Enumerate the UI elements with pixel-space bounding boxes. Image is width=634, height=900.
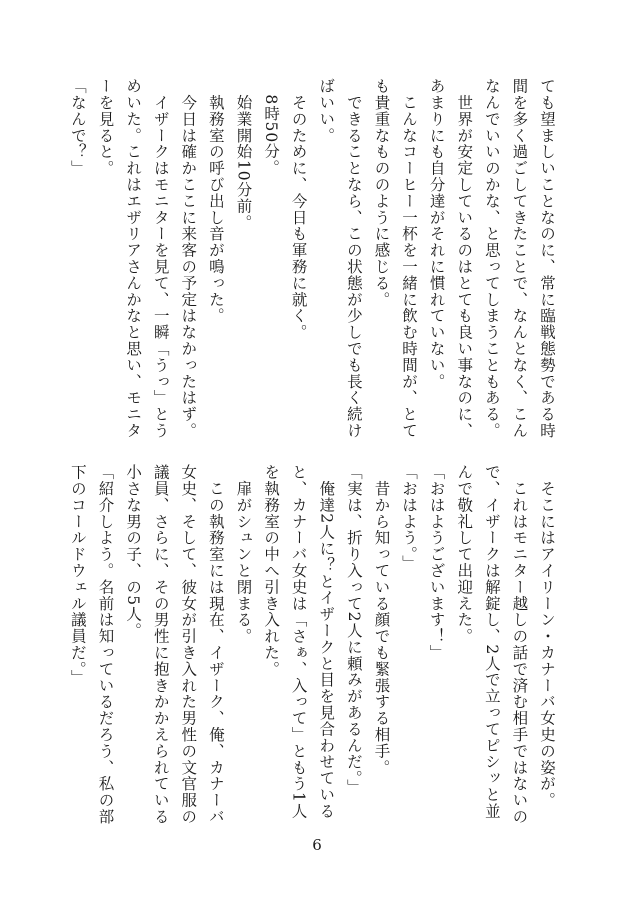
text-block-bottom [63, 464, 560, 824]
text-line: できることなら、この状態が少しでも長く続け [344, 78, 363, 439]
text-line: この執務室には現在、イザーク、俺、カナーバ [206, 464, 225, 825]
text-line: も貴重なもののように感じる。 [372, 78, 391, 308]
text-line: こんなコーヒー一杯を一緒に飲む時間が、とて [400, 78, 419, 439]
text-line: 今日は確かここに来客の予定はなかったはず。 [179, 78, 198, 439]
text-line: 世界が安定しているのはとても良い事なのに、 [455, 78, 474, 439]
text-line: 小さな男の子、の5人。 [124, 464, 143, 639]
page-number: 6 [312, 836, 322, 854]
text-line: 「おはようございます！」 [427, 464, 446, 661]
text-line: んで敬礼して出迎えた。 [455, 464, 474, 645]
text-line: 始業開始10分前。 [234, 78, 253, 231]
text-line: イザークはモニターを見て、一瞬「うっ」とう [151, 78, 170, 439]
text-line: 「実は、折り入って2人に頼みがあるんだ。」 [344, 464, 363, 796]
text-line: ても望ましいことなのに、常に臨戦態勢である時 [538, 78, 556, 439]
text-line: 昔から知っている顔でも緊張する相手。 [372, 464, 391, 776]
text-line: めいた。これはエザリアさんかなと思い、モニタ [124, 78, 143, 439]
text-line: ーを見ると。 [96, 78, 115, 177]
text-line: 扉がシュンと閉まる。 [234, 464, 253, 645]
text-line: これはモニター越しの話で済む相手ではないの [510, 464, 529, 825]
text-line: と、カナーバ女史は「さぁ、入って」ともう1人 [289, 464, 308, 820]
text-line: 「なんで？」 [68, 78, 87, 177]
text-line: 俺達2人に？とイザークと目を見合わせている [317, 464, 336, 820]
text-line: なんでいいのかな、と思ってしまうこともある。 [482, 78, 501, 439]
text-line: 議員、さらに、その男性に抱きかかえられている [151, 464, 170, 825]
text-line: ばいい。 [317, 78, 336, 144]
text-line: を執務室の中へ引き入れた。 [262, 464, 281, 678]
text-line: 間を多く過ごしてきたことで、なんとなく、こん [510, 78, 529, 439]
text-line: 「おはよう。」 [400, 464, 419, 572]
text-line: 下のコールドウェル議員だ。」 [68, 464, 87, 686]
text-line: そのために、今日も軍務に就く。 [289, 78, 308, 341]
text-line: 8時50分。 [262, 78, 281, 176]
text-line: 女史、そして、彼女が引き入れた男性の文官服の [179, 464, 198, 825]
text-line: で、イザークは解錠し、2人で立ってピシッと並 [482, 464, 501, 820]
text-block-top [63, 78, 560, 438]
text-line: 執務室の呼び出し音が鳴った。 [206, 78, 225, 324]
text-line: あまりにも自分達がそれに慣れていない。 [427, 78, 446, 390]
text-line: 「紹介しよう。名前は知っているだろう、私の部 [96, 464, 115, 825]
text-line: そこにはアイリーン・カナーバ女史の姿が。 [538, 464, 556, 809]
